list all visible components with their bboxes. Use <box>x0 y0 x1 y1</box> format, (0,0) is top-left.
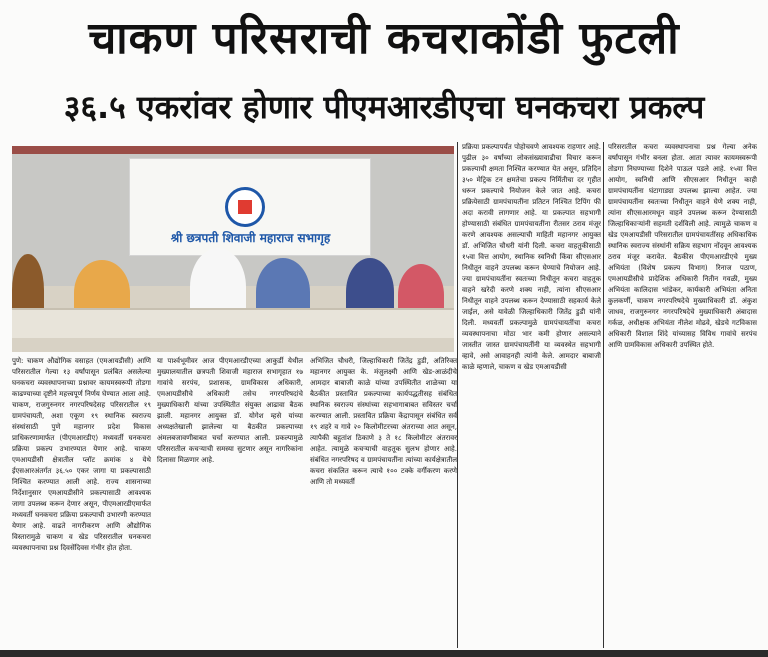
article-column-3: अभिजित चौधरी, जिल्हाधिकारी जितेंद्र डुडी, अतिरिक्त महानगर आयुक्त के. मंजुलक्ष्मी आणि खेड-आळंदीचे आमदार बाबाजी काळे यांच्या उपस्थितीत शाळेच्या या बैठकीत प्रस्तावित प्रकल्पाच्या कार्यपद्धतीसह संबंधित स्थानिक स्वराज्य संस्थांच्या सहभागाबाबत सविस्तर चर्चा करण्यात आली. प्रस्तावित प्रक्रिया केंद्रापासून संबंधित सर्व १९ शहरे व गावे २० किलोमीटरच्या अंतराच्या आत असून, त्यापैकी बहुतांश ठिकाणे ३ ते १८ किलोमीटर अंतरावर आहेत. त्यामुळे कचऱ्याची वाहतूक सुलभ होणार आहे. संबंधित नगरपरिषद व ग्रामपंचायतींना त्यांच्या कार्यक्षेत्रातील कचरा संकलित करून त्याचे १०० टक्के वर्गीकरण करणे आणि तो मध्यवर्ती <box>310 357 457 486</box>
next-headline-cut <box>0 650 768 657</box>
pmrda-logo-icon <box>225 187 265 227</box>
headline-sub: ३६.५ एकरांवर होणार पीएमआरडीएचा घनकचरा प्रकल्प <box>63 88 705 126</box>
article-column-2: या पार्श्वभूमीवर आज पीएमआरडीएच्या आकुर्डी येथील मुख्यालयातील छत्रपती शिवाजी महाराज सभागृहात १७ गावांचे सरपंच, प्रशासक, ग्रामविकास अधिकारी, एमआयडीसीचे अधिकारी तसेच नगरपरिषदांचे मुख्याधिकारी यांच्या उपस्थितीत संयुक्त आढावा बैठक झाली. महानगर आयुक्त डॉ. योगेश म्हसे यांच्या अध्यक्षतेखाली झालेल्या या बैठकीत प्रकल्पाच्या अंमलबजावणीबाबत चर्चा करण्यात आली. प्रकल्पामुळे परिसरातील कचऱ्याची समस्या सुटणार असून नागरिकांना दिलासा मिळणार आहे. <box>157 357 303 464</box>
meeting-table <box>12 308 454 338</box>
photo-caption: श्री छत्रपती शिवाजी महाराज सभागृह <box>170 231 331 245</box>
news-photo <box>12 146 454 352</box>
photo-banner <box>129 158 371 256</box>
column-divider <box>457 142 458 648</box>
article-column-1: पुणे: चाकण औद्योगिक वसाहत (एमआयडीसी) आणि परिसरातील गेल्या १३ वर्षांपासून प्रलंबित असलेल्या घनकचरा व्यवस्थापनाच्या प्रश्नावर कायमस्वरूपी तोडगा काढण्याच्या दृष्टीने महत्त्वपूर्ण निर्णय घेण्यात आला आहे. चाकण, राजगुरुनगर नगरपरिषदेसह परिसरातील १९ ग्रामपंचायती, अशा एकूण १९ स्थानिक स्वराज्य संस्थांसाठी पुणे महानगर प्रदेश विकास प्राधिकरणामार्फत (पीएमआरडीए) मध्यवर्ती घनकचरा प्रक्रिया प्रकल्प उभारण्यात येणार आहे. चाकण एमआयडीसी क्षेत्रातील प्लॉट क्रमांक ४ येथे ईएसआरअंतर्गत ३६.५० एकर जागा या प्रकल्पासाठी निश्चित करण्यात आली आहे. राज्य शासनाच्या निर्देशानुसार एमआयडीसीने प्रकल्पासाठी आवश्यक जागा उपलब्ध करून देणार असून, पीएमआरडीएमार्फत मध्यवर्ती घनकचरा प्रक्रिया प्रकल्पाची उभारणी करण्यात येणार आहे. वाढते नागरीकरण आणि औद्योगिक विस्तारामुळे चाकण व खेड परिसरातील घनकचरा व्यवस्थापनाचा प्रश्न दिवसेंदिवस गंभीर होत होता. <box>12 357 151 552</box>
article-column-5: परिसरातील कचरा व्यवस्थापनाचा प्रश्न गेल्या अनेक वर्षांपासून गंभीर बनला होता. आता त्यावर कायमस्वरूपी तोडगा निघण्याच्या दिशेने पाऊल पडले आहे. १५वा वित्त आयोग, स्वनिधी आणि सीएसआर निधीतून काही ग्रामपंचायतींना घंटागाड्या उपलब्ध झाल्या आहेत. ज्या ग्रामपंचायतींना स्वतःच्या निधीतून वाहने घेणे शक्य नाही, त्यांना सीएसआरमधून वाहने उपलब्ध करून देण्यासाठी जिल्हाधिकाऱ्यांनी सहमती दर्शविली आहे. त्यामुळे चाकण व खेड एमआयडीसी परिसरातील ग्रामपंचायतींसह अधिकाधिक स्थानिक स्वराज्य संस्थांनी सक्रिय सहभाग नोंदवून आवश्यक ठराव मंजूर करावेत. बैठकीस पीएमआरडीएचे मुख्य अभियंता (विशेष प्रकल्प विभाग) रिनाज पठाण, एमआयडीसीचे प्रादेशिक अधिकारी नितीन गवळी, मुख्य अभियंता कालिदास भांडेकर, कार्यकारी अभियंता अनिता कुलकर्णी, चाकण नगरपरिषदेचे मुख्याधिकारी डॉ. अंकुश जाधव, राजगुरुनगर नगरपरिषदेचे मुख्याधिकारी अंबादास गर्कळ, अधीक्षक अभियंता नीलेश मोढवे, खेडचे गटविकास अधिकारी विशाल शिंदे यांच्यासह विविध गावांचे सरपंच आणि ग्रामविकास अधिकारी उपस्थित होते. <box>608 143 757 349</box>
article-column-4: प्रक्रिया प्रकल्पापर्यंत पोहोचवणे आवश्यक राहणार आहे. पुढील ३० वर्षांच्या लोकसंख्यावाढीचा विचार करून प्रकल्पाची क्षमता निश्चित करण्यात येत असून, प्रतिदिन ३५० मेट्रिक टन क्षमतेचा प्रकल्प निर्मितीचा दर गृहीत धरून प्रकल्पाचे नियोजन केले जात आहे. कचरा प्रक्रियेसाठी ग्रामपंचायतींना प्रतिटन निश्चित टिपिंग फी अदा करावी लागणार आहे. या प्रकल्पात सहभागी होण्यासाठी संबंधित ग्रामपंचायतींना रीतसर ठराव मंजूर करणे आवश्यक असल्याची माहिती महानगर आयुक्त डॉ. अभिजित चौधरी यांनी दिली. कचरा वाहतुकीसाठी १५वा वित्त आयोग, स्थानिक स्वनिधी किंवा सीएसआर निधीतून वाहने उपलब्ध करून घेण्याचे नियोजन आहे. ज्या ग्रामपंचायतींना स्वतःच्या निधीतून कचरा वाहतूक वाहने खरेदी करणे शक्य नाही, त्यांना सीएसआर निधीतून वाहने उपलब्ध करून देण्यासाठी सहकार्य केले जाईल, असे यावेळी जिल्हाधिकारी जितेंद्र डुडी यांनी दिली. मध्यवर्ती प्रकल्पामुळे ग्रामपंचायतींचा कचरा व्यवस्थापनाचा मोठा भार कमी होणार असल्याने जास्तीत जास्त ग्रामपंचायतींनी या व्यवस्थेत सहभागी व्हावे, असे आवाहनही त्यांनी केले. आमदार बाबाजी काळे म्हणाले, चाकण व खेड एमआयडीसी <box>462 143 601 371</box>
headline-main: चाकण परिसराची कचराकोंडी फुटली <box>88 13 680 64</box>
column-divider <box>603 142 604 648</box>
